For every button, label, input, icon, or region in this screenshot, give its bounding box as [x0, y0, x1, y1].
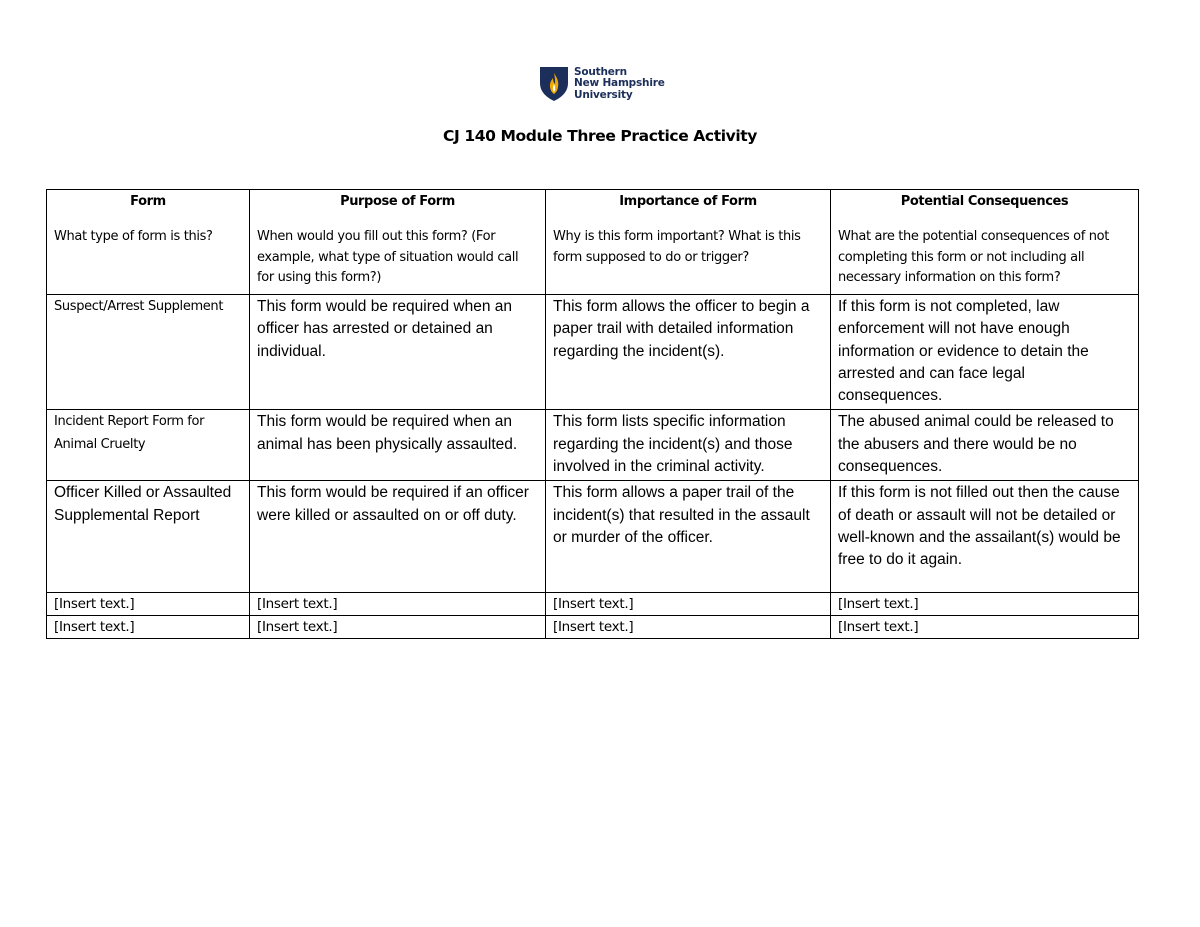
column-title: Potential Consequences — [900, 194, 1069, 209]
column-title: Importance of Form — [619, 194, 757, 209]
column-question: Why is this form important? What is this form supposed to do or trigger? — [553, 229, 801, 265]
purpose-cell[interactable]: [Insert text.] — [250, 616, 546, 639]
form-name-cell[interactable]: Officer Killed or Assaulted Supplemental Report — [47, 481, 250, 593]
shield-flame-icon — [538, 66, 570, 102]
column-question: When would you fill out this form? (For example, what type of situation would call for using this form?) — [257, 229, 519, 285]
table-header-row — [47, 190, 1139, 295]
header-cell-purpose — [250, 190, 546, 295]
header-cell-importance — [546, 190, 831, 295]
consequences-cell[interactable]: If this form is not completed, law enforcement will not have enough information or evidence to detain the arrested and can face legal consequences. — [831, 295, 1139, 410]
form-name-cell[interactable]: Incident Report Form for Animal Cruelty — [47, 410, 250, 481]
purpose-cell[interactable]: This form would be required when an officer has arrested or detained an individual. — [250, 295, 546, 410]
consequences-cell[interactable]: [Insert text.] — [831, 616, 1139, 639]
column-title: Purpose of Form — [340, 194, 455, 209]
logo-line-3: University — [574, 88, 633, 101]
form-name-cell[interactable]: Suspect/Arrest Supplement — [47, 295, 250, 410]
column-question: What are the potential consequences of not completing this form or not including all necessary information on this form? — [838, 229, 1110, 285]
table-row — [47, 295, 1139, 410]
table-row — [47, 481, 1139, 593]
purpose-cell[interactable]: This form would be required when an animal has been physically assaulted. — [250, 410, 546, 481]
importance-cell[interactable]: [Insert text.] — [546, 616, 831, 639]
purpose-cell[interactable]: This form would be required if an officer were killed or assaulted on or off duty. — [250, 481, 546, 593]
table-row — [47, 593, 1139, 616]
form-name-cell[interactable]: [Insert text.] — [47, 616, 250, 639]
document-title: CJ 140 Module Three Practice Activity — [443, 127, 757, 145]
table-row — [47, 410, 1139, 481]
importance-cell[interactable]: [Insert text.] — [546, 593, 831, 616]
consequences-cell[interactable]: [Insert text.] — [831, 593, 1139, 616]
forms-table — [46, 189, 1139, 639]
header-cell-form — [47, 190, 250, 295]
importance-cell[interactable]: This form allows a paper trail of the incident(s) that resulted in the assault or murder of the officer. — [546, 481, 831, 593]
logo-line-1: Southern — [574, 65, 627, 78]
importance-cell[interactable]: This form lists specific information regarding the incident(s) and those involved in the criminal activity. — [546, 410, 831, 481]
column-question: What type of form is this? — [54, 229, 213, 244]
consequences-cell[interactable]: If this form is not filled out then the cause of death or assault will not be detailed or well-known and the assailant(s) would be free to do it again. — [831, 481, 1139, 593]
logo-line-2: New Hampshire — [574, 77, 665, 90]
importance-cell[interactable]: This form allows the officer to begin a paper trail with detailed information regarding the incident(s). — [546, 295, 831, 410]
logo-wordmark — [574, 67, 665, 102]
table-row — [47, 616, 1139, 639]
university-logo — [538, 64, 668, 104]
form-name-cell[interactable]: [Insert text.] — [47, 593, 250, 616]
consequences-cell[interactable]: The abused animal could be released to the abusers and there would be no consequences. — [831, 410, 1139, 481]
column-title: Form — [130, 194, 166, 209]
header-cell-consequences — [831, 190, 1139, 295]
purpose-cell[interactable]: [Insert text.] — [250, 593, 546, 616]
